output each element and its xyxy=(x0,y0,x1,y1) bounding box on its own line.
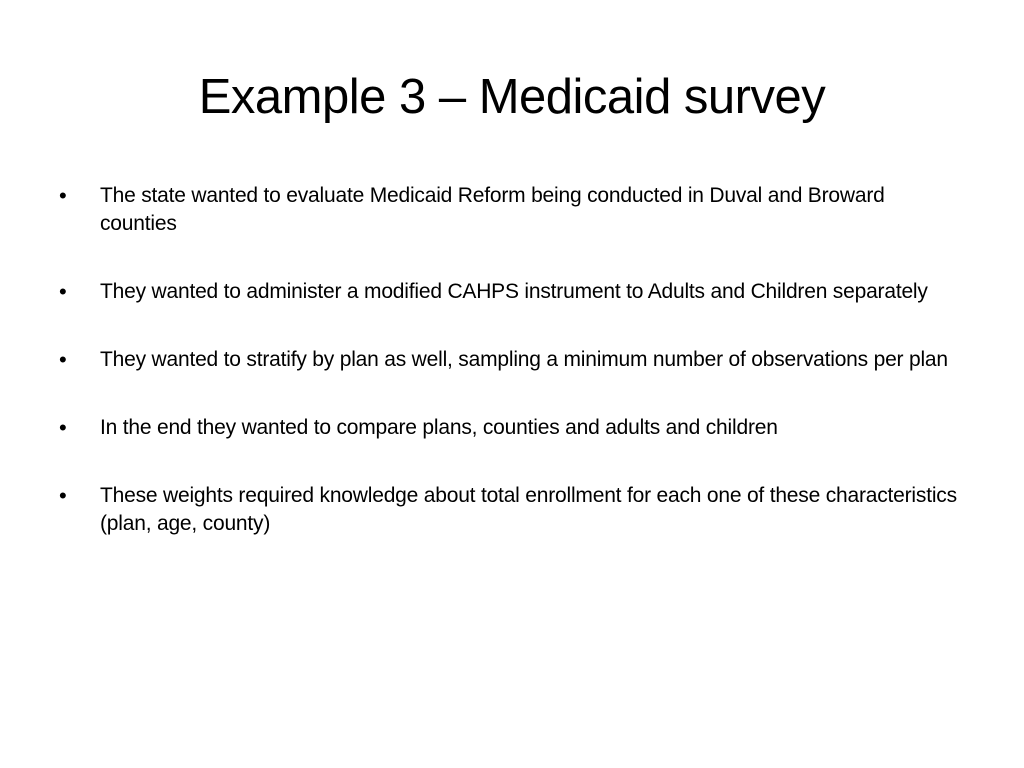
bullet-icon: • xyxy=(59,183,67,208)
bullet-item xyxy=(59,278,964,306)
bullet-text: They wanted to stratify by plan as well, sampling a minimum number of observations per plan xyxy=(100,348,948,371)
bullet-icon: • xyxy=(59,483,67,508)
bullet-item xyxy=(59,346,964,374)
bullet-list xyxy=(59,182,964,578)
bullet-icon: • xyxy=(59,279,67,304)
bullet-item xyxy=(59,482,964,538)
bullet-text: The state wanted to evaluate Medicaid Reform being conducted in Duval and Broward counties xyxy=(100,184,885,235)
bullet-item xyxy=(59,414,964,442)
bullet-icon: • xyxy=(59,347,67,372)
bullet-icon: • xyxy=(59,415,67,440)
bullet-item xyxy=(59,182,964,238)
bullet-text: These weights required knowledge about total enrollment for each one of these characteristics (plan, age, county) xyxy=(100,484,957,535)
bullet-text: They wanted to administer a modified CAHPS instrument to Adults and Children separately xyxy=(100,280,928,303)
bullet-text: In the end they wanted to compare plans, counties and adults and children xyxy=(100,416,778,439)
slide-title: Example 3 – Medicaid survey xyxy=(198,70,826,124)
